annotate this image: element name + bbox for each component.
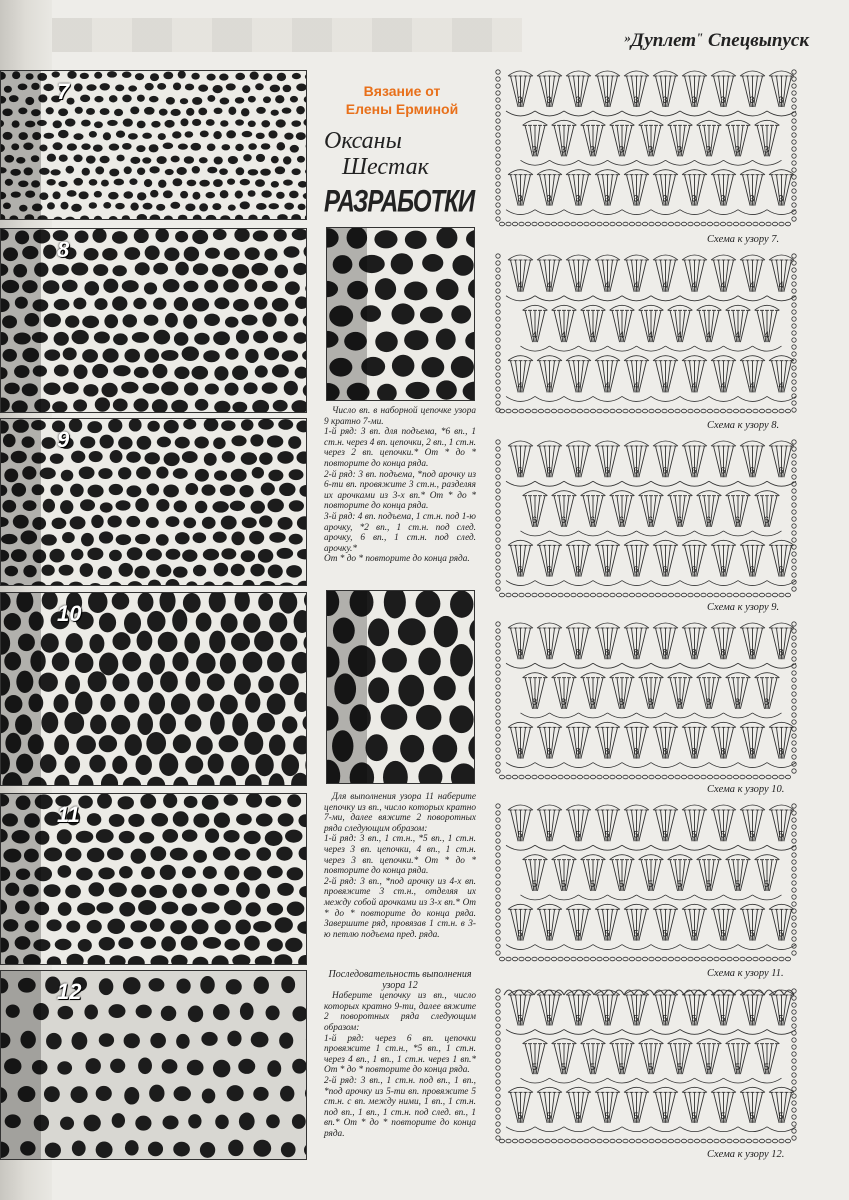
svg-text:3: 3 xyxy=(633,95,639,105)
svg-text:5: 5 xyxy=(749,829,755,840)
svg-text:8: 8 xyxy=(561,696,567,707)
crochet-chart-11 xyxy=(490,800,802,963)
svg-text:4: 4 xyxy=(662,279,668,290)
svg-text:4: 4 xyxy=(735,330,741,341)
crochet-chart-12 xyxy=(490,985,802,1145)
caption-11: Схема к узору 11. xyxy=(707,968,784,979)
svg-text:3: 3 xyxy=(633,193,639,204)
svg-text:5: 5 xyxy=(778,1013,784,1024)
svg-text:6: 6 xyxy=(706,514,712,525)
pattern-photo-8 xyxy=(0,228,307,413)
svg-text:5: 5 xyxy=(517,829,523,840)
svg-text:8: 8 xyxy=(720,746,726,757)
svg-text:3: 3 xyxy=(749,193,755,204)
svg-text:5: 5 xyxy=(764,878,770,889)
watermark-line-2: Елены Ерминой xyxy=(345,101,459,117)
svg-text:6: 6 xyxy=(677,514,683,525)
svg-text:8: 8 xyxy=(604,647,610,658)
svg-text:5: 5 xyxy=(561,1062,567,1073)
magazine-header: »Дуплет" Спецвыпуск xyxy=(624,30,809,51)
svg-text:3: 3 xyxy=(764,144,770,155)
photo-number: 8 xyxy=(57,237,70,262)
svg-text:8: 8 xyxy=(706,696,712,707)
svg-text:4: 4 xyxy=(575,380,581,391)
svg-text:4: 4 xyxy=(561,330,567,341)
chart-drawing xyxy=(490,985,802,1145)
svg-text:3: 3 xyxy=(778,95,784,105)
svg-text:6: 6 xyxy=(691,465,697,476)
svg-text:3: 3 xyxy=(735,144,741,155)
svg-text:8: 8 xyxy=(604,746,610,757)
svg-text:5: 5 xyxy=(749,1013,755,1024)
svg-text:5: 5 xyxy=(619,878,625,889)
svg-text:8: 8 xyxy=(749,746,755,757)
svg-text:5: 5 xyxy=(546,1013,552,1024)
svg-text:6: 6 xyxy=(532,514,538,525)
svg-text:3: 3 xyxy=(517,193,523,204)
svg-text:5: 5 xyxy=(604,928,610,939)
svg-text:3: 3 xyxy=(720,95,726,105)
svg-text:3: 3 xyxy=(706,144,712,155)
svg-text:6: 6 xyxy=(633,564,639,575)
photo-number: 11 xyxy=(57,802,80,827)
svg-text:5: 5 xyxy=(546,1110,552,1121)
svg-text:5: 5 xyxy=(532,1062,538,1073)
svg-text:4: 4 xyxy=(691,279,697,290)
svg-text:6: 6 xyxy=(662,564,668,575)
svg-text:5: 5 xyxy=(633,1013,639,1024)
svg-text:4: 4 xyxy=(590,330,596,341)
svg-text:8: 8 xyxy=(764,696,770,707)
crochet-chart-8 xyxy=(490,250,802,415)
svg-text:8: 8 xyxy=(720,647,726,658)
svg-text:5: 5 xyxy=(648,1062,654,1073)
svg-text:6: 6 xyxy=(720,564,726,575)
svg-text:5: 5 xyxy=(720,928,726,939)
photo-number: 12 xyxy=(57,979,82,1004)
svg-text:4: 4 xyxy=(778,380,784,391)
svg-text:4: 4 xyxy=(706,330,712,341)
svg-text:5: 5 xyxy=(604,829,610,840)
svg-text:8: 8 xyxy=(662,746,668,757)
svg-text:6: 6 xyxy=(619,514,625,525)
svg-text:5: 5 xyxy=(691,1013,697,1024)
svg-text:6: 6 xyxy=(648,514,654,525)
svg-text:3: 3 xyxy=(677,144,683,155)
svg-text:6: 6 xyxy=(720,465,726,476)
svg-text:3: 3 xyxy=(662,95,668,105)
chart-drawing xyxy=(490,800,802,963)
svg-text:4: 4 xyxy=(546,380,552,391)
chart-drawing xyxy=(490,250,802,415)
caption-8: Схема к узору 8. xyxy=(707,420,780,431)
crochet-chart-9 xyxy=(490,436,802,599)
svg-text:3: 3 xyxy=(546,193,552,204)
svg-text:6: 6 xyxy=(604,465,610,476)
svg-text:6: 6 xyxy=(633,465,639,476)
svg-text:3: 3 xyxy=(691,95,697,105)
svg-text:4: 4 xyxy=(604,279,610,290)
svg-text:5: 5 xyxy=(720,1110,726,1121)
svg-text:8: 8 xyxy=(575,647,581,658)
photo-number: 10 xyxy=(57,601,82,626)
chart-drawing xyxy=(490,436,802,599)
svg-text:6: 6 xyxy=(778,564,784,575)
svg-text:8: 8 xyxy=(590,696,596,707)
svg-text:5: 5 xyxy=(604,1013,610,1024)
svg-text:8: 8 xyxy=(633,647,639,658)
lace-texture xyxy=(1,419,306,585)
svg-text:5: 5 xyxy=(590,878,596,889)
section-title: Последовательность выполнения узора 12 xyxy=(328,969,472,991)
svg-text:8: 8 xyxy=(662,647,668,658)
svg-text:8: 8 xyxy=(648,696,654,707)
svg-text:6: 6 xyxy=(749,564,755,575)
svg-text:5: 5 xyxy=(735,1062,741,1073)
svg-text:5: 5 xyxy=(604,1110,610,1121)
svg-text:5: 5 xyxy=(575,829,581,840)
author-last-name: Шестак xyxy=(342,154,429,180)
svg-text:5: 5 xyxy=(662,1013,668,1024)
svg-text:8: 8 xyxy=(532,696,538,707)
svg-text:5: 5 xyxy=(749,928,755,939)
svg-text:5: 5 xyxy=(778,928,784,939)
svg-text:8: 8 xyxy=(749,647,755,658)
svg-text:5: 5 xyxy=(546,928,552,939)
svg-text:8: 8 xyxy=(778,746,784,757)
svg-text:4: 4 xyxy=(691,380,697,391)
svg-text:8: 8 xyxy=(619,696,625,707)
svg-text:3: 3 xyxy=(575,193,581,204)
crochet-chart-10 xyxy=(490,618,802,781)
svg-text:5: 5 xyxy=(691,829,697,840)
caption-10: Схема к узору 10. xyxy=(707,784,785,795)
lace-texture xyxy=(327,591,474,783)
svg-text:3: 3 xyxy=(532,144,538,155)
svg-text:4: 4 xyxy=(648,330,654,341)
author-logo xyxy=(324,128,484,220)
svg-text:5: 5 xyxy=(662,928,668,939)
crochet-chart-7 xyxy=(490,66,802,228)
svg-text:5: 5 xyxy=(720,1013,726,1024)
svg-text:5: 5 xyxy=(517,1110,523,1121)
svg-text:3: 3 xyxy=(691,193,697,204)
pattern-photo-10 xyxy=(0,592,307,786)
svg-text:6: 6 xyxy=(561,514,567,525)
svg-text:6: 6 xyxy=(590,514,596,525)
svg-text:8: 8 xyxy=(691,746,697,757)
svg-text:6: 6 xyxy=(546,564,552,575)
svg-text:4: 4 xyxy=(517,279,523,290)
svg-text:6: 6 xyxy=(662,465,668,476)
svg-text:8: 8 xyxy=(633,746,639,757)
svg-text:5: 5 xyxy=(619,1062,625,1073)
svg-text:5: 5 xyxy=(662,829,668,840)
svg-text:6: 6 xyxy=(764,514,770,525)
svg-text:8: 8 xyxy=(546,647,552,658)
svg-text:5: 5 xyxy=(633,1110,639,1121)
lace-texture xyxy=(1,71,306,219)
lace-texture xyxy=(327,228,474,400)
svg-text:6: 6 xyxy=(575,465,581,476)
magazine-name: Дуплет xyxy=(630,30,697,51)
svg-text:3: 3 xyxy=(749,95,755,105)
svg-text:6: 6 xyxy=(604,564,610,575)
svg-text:5: 5 xyxy=(735,878,741,889)
svg-text:6: 6 xyxy=(517,564,523,575)
svg-text:4: 4 xyxy=(619,330,625,341)
svg-text:6: 6 xyxy=(517,465,523,476)
svg-text:4: 4 xyxy=(662,380,668,391)
svg-text:5: 5 xyxy=(662,1110,668,1121)
pattern-closeup-9 xyxy=(326,227,475,401)
svg-text:5: 5 xyxy=(691,1110,697,1121)
svg-text:5: 5 xyxy=(648,878,654,889)
svg-text:5: 5 xyxy=(575,928,581,939)
svg-text:4: 4 xyxy=(546,279,552,290)
svg-text:3: 3 xyxy=(517,95,523,105)
svg-text:4: 4 xyxy=(764,330,770,341)
caption-12: Схема к узору 12. xyxy=(707,1149,785,1160)
caption-7: Схема к узору 7. xyxy=(707,234,780,245)
svg-text:3: 3 xyxy=(604,193,610,204)
pattern-9-instructions xyxy=(324,406,476,565)
svg-text:4: 4 xyxy=(749,279,755,290)
svg-text:6: 6 xyxy=(575,564,581,575)
pattern-photo-11 xyxy=(0,793,307,965)
svg-text:3: 3 xyxy=(604,95,610,105)
svg-text:6: 6 xyxy=(735,514,741,525)
caption-9: Схема к узору 9. xyxy=(707,602,780,613)
svg-text:4: 4 xyxy=(749,380,755,391)
svg-text:4: 4 xyxy=(532,330,538,341)
svg-text:5: 5 xyxy=(546,829,552,840)
svg-text:5: 5 xyxy=(590,1062,596,1073)
svg-text:4: 4 xyxy=(633,380,639,391)
svg-text:4: 4 xyxy=(720,279,726,290)
svg-text:5: 5 xyxy=(532,878,538,889)
instructions-text: Для выполнения узора 11 наберите цепочку из вп., число которых кратно 7-ми, далее вяжите 2 поворотных ряда следующим образом: 1-й ряд: 3 вп., 1 ст.н., *5 вп., 1 ст.н. через 3 вп. цепочки, 4 вп., 1 ст.н. через 3 вп. цепочки.* От * до * повторите до конца ряда. 2-й ряд: 3 вп., *под арочку из 4-х вп. провяжите 3 ст.н., отделяя их между собой арочками из 3-х вп.* От * до * повторите до конца ряда. Завершите ряд, провязав 1 ст.н. в 3-ю петлю подъема пред. ряда. xyxy=(324,792,476,940)
svg-text:5: 5 xyxy=(575,1013,581,1024)
lace-texture xyxy=(1,229,306,412)
svg-text:4: 4 xyxy=(604,380,610,391)
pattern-12-instructions xyxy=(324,970,476,1140)
svg-text:5: 5 xyxy=(749,1110,755,1121)
svg-text:5: 5 xyxy=(677,1062,683,1073)
lace-texture xyxy=(1,593,306,785)
pattern-photo-7 xyxy=(0,70,307,220)
svg-text:5: 5 xyxy=(778,1110,784,1121)
svg-text:8: 8 xyxy=(691,647,697,658)
svg-text:3: 3 xyxy=(546,95,552,105)
svg-text:4: 4 xyxy=(633,279,639,290)
issue-label: Спецвыпуск xyxy=(708,30,809,51)
pattern-photo-9 xyxy=(0,418,307,586)
lace-texture xyxy=(1,794,306,964)
svg-text:3: 3 xyxy=(778,193,784,204)
svg-text:4: 4 xyxy=(575,279,581,290)
svg-text:5: 5 xyxy=(720,829,726,840)
author-heading: РАЗРАБОТКИ xyxy=(324,184,475,220)
svg-text:3: 3 xyxy=(575,95,581,105)
chart-drawing xyxy=(490,618,802,781)
svg-text:6: 6 xyxy=(749,465,755,476)
svg-text:8: 8 xyxy=(575,746,581,757)
pattern-11-instructions xyxy=(324,792,476,940)
pattern-closeup-10 xyxy=(326,590,475,784)
svg-text:5: 5 xyxy=(764,1062,770,1073)
svg-text:5: 5 xyxy=(706,878,712,889)
svg-text:3: 3 xyxy=(720,193,726,204)
svg-text:5: 5 xyxy=(778,829,784,840)
author-first-name: Оксаны xyxy=(324,128,402,154)
svg-text:5: 5 xyxy=(517,928,523,939)
photo-number: 9 xyxy=(57,427,70,452)
svg-text:8: 8 xyxy=(517,746,523,757)
pattern-photo-12 xyxy=(0,970,307,1160)
header-decoration xyxy=(52,18,522,52)
svg-text:5: 5 xyxy=(561,878,567,889)
instructions-text: Наберите цепочку из вп., число которых кратно 9-ти, далее вяжите 2 поворотных ряда следующим образом: 1-й ряд: через 6 вп. цепочки провяжите 1 ст.н., *5 вп., 1 ст.н. через 4 вп., 1 вп., 1 ст.н. через 1 вп.* От * до * повторите до конца ряда. 2-й ряд: 3 вп., 1 ст.н. под вп., 1 вп., *под арочку из 5-ти вп. провяжите 5 ст.н. с вп. между ними, 1 вп., 1 ст.н. под вп., 1 вп., 1 ст.н. под след. вп., 1 вп.* От * до * повторите до конца ряда. xyxy=(324,991,476,1139)
svg-text:6: 6 xyxy=(546,465,552,476)
svg-text:3: 3 xyxy=(619,144,625,155)
svg-text:5: 5 xyxy=(575,1110,581,1121)
chart-drawing xyxy=(490,66,802,228)
svg-text:3: 3 xyxy=(561,144,567,155)
svg-text:6: 6 xyxy=(778,465,784,476)
svg-text:8: 8 xyxy=(677,696,683,707)
svg-text:4: 4 xyxy=(677,330,683,341)
watermark-text xyxy=(322,82,482,118)
svg-text:3: 3 xyxy=(648,144,654,155)
svg-text:3: 3 xyxy=(590,144,596,155)
svg-text:4: 4 xyxy=(778,279,784,290)
svg-text:8: 8 xyxy=(546,746,552,757)
instructions-text: Число вп. в наборной цепочке узора 9 кратно 7-ми. 1-й ряд: 3 вп. для подъема, *6 вп., 1 ст.н. через 4 вп. цепочки, 2 вп., 1 ст.н. через 2 вп. цепочки.* От * до * повторите до конца ряда. 2-й ряд: 3 вп. подъема, *под арочку из 6-ти вп. провяжите 3 ст.н., разделяя их арочками из 3-х вп.* От * до * повторите до конца ряда. 3-й ряд: 4 вп. подъема, 1 ст.н. под 1-ю арочку, *2 вп., 1 ст.н. под след. арочку, 6 вп., 1 ст.н. под след. арочку.* От * до * повторите до конца ряда. xyxy=(324,406,476,565)
svg-text:5: 5 xyxy=(677,878,683,889)
svg-text:8: 8 xyxy=(517,647,523,658)
svg-text:5: 5 xyxy=(633,928,639,939)
svg-text:5: 5 xyxy=(517,1013,523,1024)
svg-text:3: 3 xyxy=(662,193,668,204)
svg-text:8: 8 xyxy=(778,647,784,658)
watermark-line-1: Вязание от xyxy=(363,83,441,99)
photo-number: 7 xyxy=(57,79,70,104)
svg-text:8: 8 xyxy=(735,696,741,707)
svg-text:4: 4 xyxy=(720,380,726,391)
svg-text:5: 5 xyxy=(706,1062,712,1073)
svg-text:5: 5 xyxy=(633,829,639,840)
lace-texture xyxy=(1,971,306,1159)
svg-text:6: 6 xyxy=(691,564,697,575)
svg-text:5: 5 xyxy=(691,928,697,939)
svg-text:4: 4 xyxy=(517,380,523,391)
